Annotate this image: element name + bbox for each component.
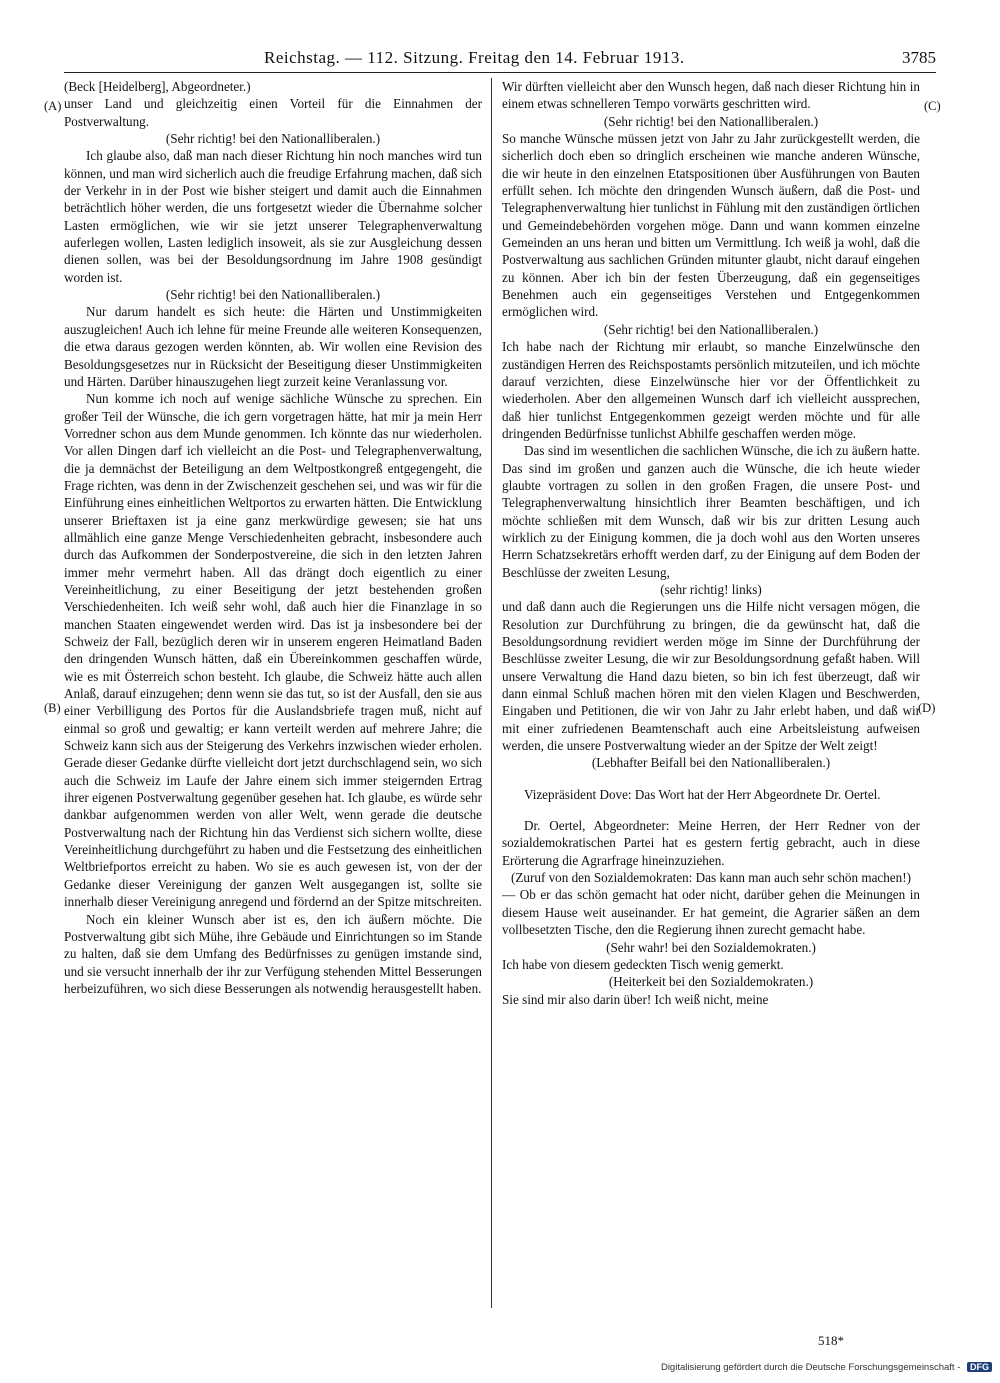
paragraph: Ich habe nach der Richtung mir erlaubt, so manche Einzelwünsche den zuständigen Herren des Reichspostamts persönlich mitzuteilen, und ich möchte darauf verzichten, diese Einzelwünsche hier vor der Öffentlichkeit zu wiederholen. Aber den allgemeinen Wunsch darf ich vielleicht aussprechen, daß hier tunlichst Entgegenkommen gezeigt werden möchte und für alle dringenden Bedürfnisse tunlichst Abhilfe geschaffen werden möge. [502,339,920,441]
right-column [502,78,920,1008]
paragraph: Nur darum handelt es sich heute: die Härten und Unstimmigkeiten auszugleichen! Auch ich lehne für meine Freunde alle weiteren Konsequenzen, die etwa daraus gezogen werden könnten, ab. Wir wollen eine Revision des Besoldungsgesetzes nur in Rücksicht der Beseitigung dieser Unstimmigkeiten und Härten. Darüber hinauszugehen liegt zurzeit keine Veranlassung vor. [64,304,482,389]
header-title: Reichstag. — 112. Sitzung. Freitag den 14. Februar 1913. [264,48,685,67]
page-header [64,48,936,73]
paragraph: — Ob er das schön gemacht hat oder nicht, darüber gehen die Meinungen in diesem Hause weit auseinander. Er hat gemeint, die Agrarier säßen an dem vollbesetzten Tische, den die Regierung ihnen zurecht gemacht habe. [502,887,920,938]
margin-mark-a: (A) [44,99,62,113]
interjection: (Zuruf von den Sozialdemokraten: Das kann man auch sehr schön machen!) [511,870,911,886]
paragraph: Nun komme ich noch auf wenige sächliche Wünsche zu sprechen. Ein großer Teil der Wünsche, die ich gern vorgetragen hätte, hat mir ja mein Herr Vorredner schon aus dem Munde genommen. Ich könnte das nur wiederholen. Vor allen Dingen darf ich vielleicht an die Post- und Telegraphenverwaltung, die ja demnächst der Beteiligung an dem Weltpostkongreß entgegengeht, die Frage richten, was denn in der Zwischenzeit geschehen sei, und was wir für die Einführung eines einheitlichen Weltportos zu erwarten hätten. Die Entwicklung unserer Brieftaxen ist ja eine ganz merkwürdige gewesen; sie hat uns allmählich eine ganze Menge Verschiedenheiten gebracht, insbesondere auch durch das Aufkommen der Sonderpostvereine, die sich in den letzten Jahren immer mehr vermehrt haben. All das drängt doch eigentlich zu einer Vereinheitlichung, zu einer Beseitigung der jetzt bestehenden großen Verschiedenheiten. Ich weiß sehr wohl, daß auch hier die Finanzlage in so manchen Staaten eingewendet werden wird. Das ist ja insbesondere bei der Schweiz der Fall, bezüglich deren wir in unserem engeren Heimatland Baden den dringenden Wunsch hätten, daß ein Übereinkommen geschaffen würde, wie es mit Österreich schon besteht. Ich glaube, die Schweiz hätte auch allen Anlaß, darauf einzugehen; denn wenn sie das tut, so ist der Ausfall, den sie aus einer Verbilligung des Portos für die Auslandsbriefe tragen muß, nicht auf einmal so groß und gewaltig; er kann verteilt werden auf mehrere Jahre; die Schweiz kann sich aus der Steigerung des Verkehrs inzwischen wieder erholen. Gerade dieser Gedanke dürfte vielleicht dort jetzt durchschlagend sein, wo sich auch die Schweiz im Laufe der Jahre einem sich immer steigernden Ertrag ihrer eigenen Postverwaltung gegenüber gesehen hat. Ich glaube, es würde sehr dankbar aufgenommen werden von aller Welt, wenn gerade die deutsche Postverwaltung nach der Richtung hin das Verdienst sich sichern wollte, diese Vereinheitlichung durchgeführt zu haben und die Festsetzung des einheitlichen Weltbriefportos erreicht zu haben. Wo sie es auch gewesen ist, von der der Gedanke dieser Vereinigung der ganzen Welt ausgegangen ist, sollte sie innerhalb dieser Vereinigung anregend und fördernd an der Spitze mitschreiten. [64,391,482,910]
paragraph: unser Land und gleichzeitig einen Vorteil für die Einnahmen der Postverwaltung. [64,96,482,129]
interjection: (sehr richtig! links) [660,581,762,597]
interjection: (Sehr richtig! bei den Nationalliberalen.) [603,113,819,129]
paragraph: Ich glaube also, daß man nach dieser Richtung hin noch manches wird tun können, und man wird sicherlich auch die freudige Erfahrung machen, daß sich der Verkehr in in der Post wie bisher steigert und damit auch die Einnahmen beträchtlich höher werden, die uns fortgesetzt wieder die Übernahme solcher Lasten ermöglichen, wie wir sie jetzt unserer Telegraphenverwaltung auferlegen wollen, Lasten lediglich insoweit, als sie zur Ausgleichung dessen dienen sollen, was bei der Besoldungsordnung im Jahre 1908 gesündigt worden ist. [64,148,482,285]
margin-mark-c: (C) [924,99,941,113]
paragraph: So manche Wünsche müssen jetzt von Jahr zu Jahr zurückgestellt werden, die sicherlich doch eben so dringlich erscheinen wie manche anderen Wünsche, die wir heute in den einzelnen Etatspositionen über Ausführungen von Bauten erfüllt sehen. Ich möchte den dringenden Wunsch äußern, daß die Post- und Telegraphenverwaltung hier tunlichst in Fühlung mit den zuständigen örtlichen und Gemeindebehörden vorgehen möge. Dann und wann kommen einzelne Gemeinden an uns heran und bitten um Vermittlung. Ich weiß ja wohl, daß die Postverwaltung aus sachlichen Gründen mitunter glaubt, nicht darauf eingehen zu können. Aber ich bin der festen Überzeugung, daß ein gegenseitiges Benehmen auch ein gegenseitiges Verstehen und Entgegenkommen ermöglichen wird. [502,131,920,320]
speaker-note: (Beck [Heidelberg], Abgeordneter.) [64,79,251,94]
speaker-vizepraesident: Vizepräsident Dove: Das Wort hat der Herr Abgeordnete Dr. Oertel. [524,786,881,802]
interjection: (Sehr richtig! bei den Nationalliberalen.) [165,131,381,147]
interjection: (Sehr richtig! bei den Nationalliberalen.) [603,321,819,337]
paragraph: Sie sind mir also darin über! Ich weiß nicht, meine [502,991,769,1007]
interjection: (Heiterkeit bei den Sozialdemokraten.) [608,974,814,990]
paragraph: Ich habe von diesem gedeckten Tisch wenig gemerkt. [502,956,784,972]
paragraph: Noch ein kleiner Wunsch aber ist es, den ich äußern möchte. Die Postverwaltung gibt sich Mühe, ihre Gebäude und Einrichtungen so im Stande zu halten, daß sie dem Umfang des Bedürfnisses zu genügen imstande sind, und sie versucht innerhalb der ihr zur Verfügung stehenden Mittel Besserungen herbeizuführen, wo sich diese Besserungen als notwendig herausgestellt haben. [64,911,482,996]
signature-mark: 518* [818,1333,844,1348]
page-number: 3785 [902,48,936,67]
margin-mark-d: (D) [918,701,936,715]
dfg-logo-icon: DFG [967,1362,992,1372]
speaker-oertel: Dr. Oertel, Abgeordneter: Meine Herren, der Herr Redner von der sozialdemokratischen Partei hat es gestern fertig gebracht, auch in diese Erörterung die Agrarfrage hineinzuziehen. [502,818,920,868]
interjection: (Lebhafter Beifall bei den Nationalliberalen.) [591,755,831,771]
footer [612,1362,992,1376]
left-column [64,78,482,997]
interjection: (Sehr wahr! bei den Sozialdemokraten.) [606,939,816,955]
footer-text: Digitalisierung gefördert durch die Deutsche Forschungsgemeinschaft - [660,1362,961,1373]
paragraph: und daß dann auch die Regierungen uns die Hilfe nicht versagen mögen, die Resolution zur Durchführung zu bringen, die da gewünscht hat, daß die Besoldungsordnung revidiert werden möge im Sinne der Durchführung der Beschlüsse zweiter Lesung, die wir zur Besoldungsordnung gefaßt haben. Will unsere Verwaltung die Hand dazu bieten, so bin ich fest überzeugt, daß wir dann einmal Schluß machen hören mit den vielen Klagen und Beschwerden, Eingaben und Petitionen, die wir von Jahr zu Jahr erlebt haben, und daß wir mit einer zufriedenen Beamtenschaft auch eine Arbeitsleistung aufweisen werden, die unsere Postverwaltung wieder an der Spitze der Welt zeigt! [502,599,920,754]
paragraph: Wir dürften vielleicht aber den Wunsch hegen, daß nach dieser Richtung hin in einem etwas schnelleren Tempo vorwärts geschritten wird. [502,79,920,112]
interjection: (Sehr richtig! bei den Nationalliberalen.) [165,287,381,303]
column-divider [491,78,492,1308]
margin-mark-b: (B) [44,701,61,715]
paragraph: Das sind im wesentlichen die sachlichen Wünsche, die ich zu äußern hatte. Das sind im großen und ganzen auch die Wünsche, die ich heute wieder glaubte vortragen zu sollen in den großen Fragen, die unsere Post- und Telegraphenverwaltung hinsichtlich ihrer Beamten beschäftigen, und ich möchte schließen mit dem Wunsch, daß wir bis zur dritten Lesung auch wirklich zu der Einigung kommen, die ja doch wohl aus den Worten unseres Herrn Schatzsekretärs erhofft werden darf, zu der Einigung auf dem Boden der Beschlüsse der zweiten Lesung, [502,443,920,580]
